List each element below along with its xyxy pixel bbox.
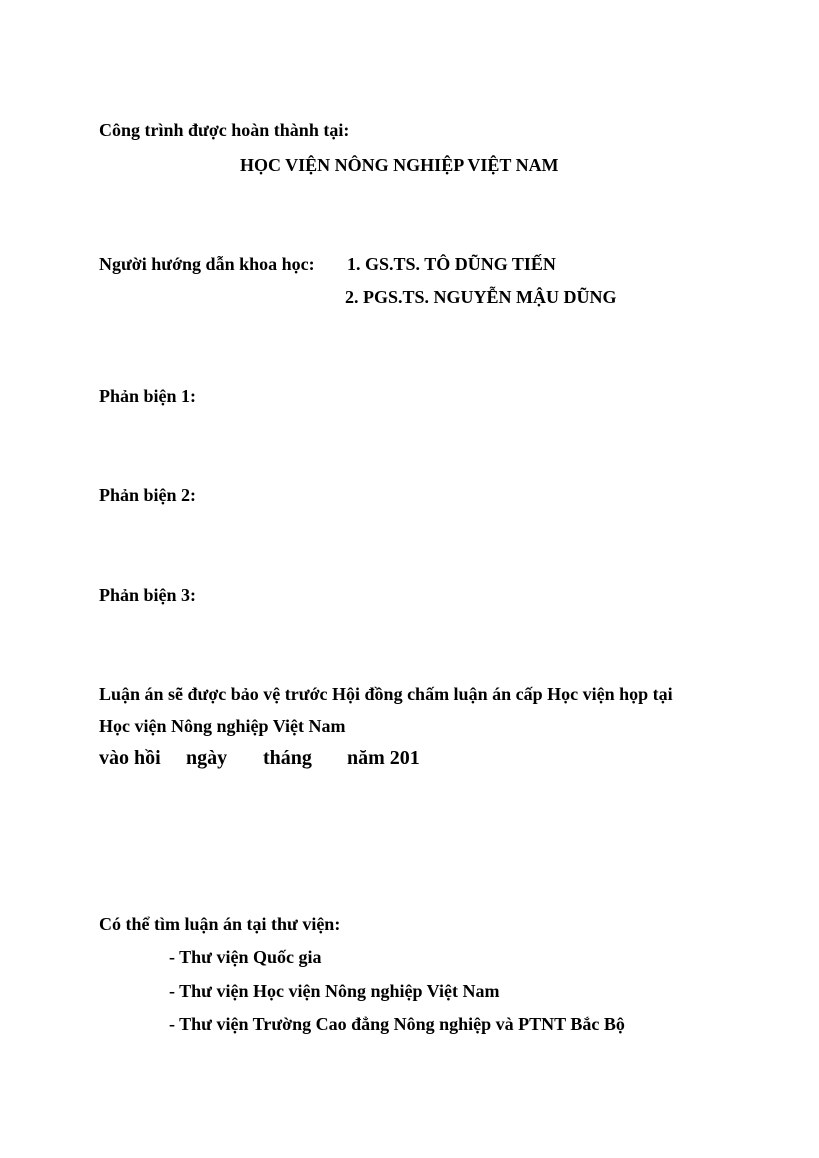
reviewer-3-label: Phản biện 3: [99,585,197,605]
institution-name: HỌC VIỆN NÔNG NGHIỆP VIỆT NAM [240,155,559,175]
library-item: - Thư viện Trường Cao đẳng Nông nghiệp và PTNT Bắc Bộ [169,1014,625,1034]
defense-time-prefix: vào hồi [99,747,161,769]
reviewer-2-label: Phản biện 2: [99,485,197,505]
library-item: - Thư viện Quốc gia [169,947,322,967]
defense-line-2: Học viện Nông nghiệp Việt Nam [99,716,346,736]
supervisors-label: Người hướng dẫn khoa học: [99,254,315,274]
supervisor-2: 2. PGS.TS. NGUYỄN MẬU DŨNG [345,287,617,307]
defense-month-label: tháng [263,747,312,769]
supervisor-1: 1. GS.TS. TÔ DŨNG TIẾN [347,254,556,274]
defense-year-label: năm 201 [347,747,420,769]
libraries-label: Có thể tìm luận án tại thư viện: [99,914,341,934]
reviewer-1-label: Phản biện 1: [99,386,197,406]
defense-line-1: Luận án sẽ được bảo vệ trước Hội đồng chấm luận án cấp Học viện họp tại [99,684,673,704]
completed-at-label: Công trình được hoàn thành tại: [99,120,350,140]
library-item: - Thư viện Học viện Nông nghiệp Việt Nam [169,981,500,1001]
defense-day-label: ngày [186,747,228,769]
